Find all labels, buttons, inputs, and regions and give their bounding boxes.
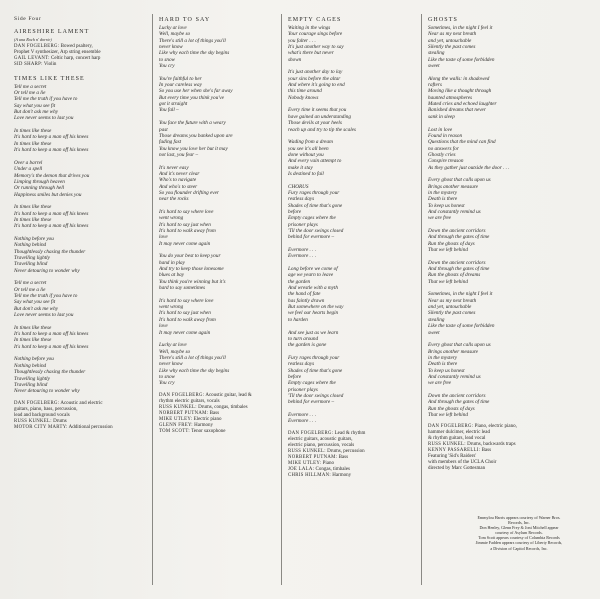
- text-line: To keep us honest: [428, 202, 465, 209]
- text-line: love: [159, 234, 168, 241]
- instrument-list: Acoustic and electric: [59, 400, 103, 406]
- text-line: Sometimes, in the night I feel it: [428, 25, 493, 31]
- instrument-list: Electric piano: [192, 416, 222, 422]
- text-line: past: [159, 126, 168, 133]
- text-line: It's hard to say just when: [159, 221, 211, 228]
- text-line: In your careless way: [159, 82, 202, 89]
- text-line: never know: [159, 361, 183, 368]
- text-line: Is destined to fail: [288, 170, 324, 177]
- credits-ghosts: [428, 424, 578, 472]
- text-line: But every time you think you've: [159, 94, 224, 101]
- text-line: To keep us honest: [428, 367, 465, 374]
- musician-name: DAN FOGELBERG:: [14, 400, 60, 406]
- text-line: Evermore . . .: [288, 253, 317, 260]
- instrument-list: Bass: [208, 410, 220, 416]
- text-line: near the rocks: [159, 196, 189, 203]
- text-line: It may never come again: [159, 329, 211, 336]
- instrument-list: Harmony: [192, 422, 214, 428]
- text-line: Along the walls: in shadowed: [428, 75, 490, 82]
- instrument-list: with members of the UCLA Choir: [428, 460, 497, 466]
- text-line: reach up and try to tip the scales: [288, 126, 356, 133]
- text-line: Like why each time the sky begins: [159, 367, 230, 374]
- musician-name: JOE LALA:: [288, 466, 315, 472]
- instrument-list: Prophet V synthesizer, Arp string ensemble: [14, 50, 101, 56]
- text-line: Emmylou Harris appears courtesy of Warner Bros.: [477, 515, 561, 520]
- text-line: That we left behind: [428, 411, 468, 418]
- credits-aireshire: [14, 44, 149, 68]
- song-subtitle: (A una Roch n' dorrie): [14, 37, 52, 43]
- text-line: rafters: [428, 82, 442, 89]
- musician-name: TOM SCOTT:: [159, 428, 191, 434]
- text-line: And where it's going to end: [288, 82, 345, 89]
- text-line: CHORUS: [288, 183, 309, 190]
- text-line: shown: [288, 56, 302, 63]
- text-line: Nobody knows: [288, 94, 319, 101]
- text-line: It's hard to keep a man off his knees: [14, 223, 89, 230]
- text-line: Brings another measure: [428, 183, 478, 190]
- text-line: As they gather just outside the door . . .: [428, 164, 510, 171]
- text-line: courtesy of Asylum Records.: [495, 530, 543, 536]
- text-line: Evermore . . .: [288, 411, 317, 418]
- text-line: It's hard to keep a man off his knees: [14, 210, 89, 217]
- text-line: Brings another measure: [428, 348, 478, 355]
- lyrics-ghosts: [428, 25, 578, 418]
- text-line: and yet, untouchable: [428, 304, 472, 311]
- text-line: in the mystery: [428, 189, 458, 196]
- text-line: You think you're winning but it's: [159, 278, 226, 285]
- text-line: Your courage sings before: [288, 31, 343, 38]
- text-line: Run the ghosts of days: [428, 405, 475, 412]
- text-line: Near as my next breath: [428, 31, 477, 38]
- musician-name: DAN FOGELBERG:: [159, 392, 205, 398]
- musician-name: DAN FOGELBERG:: [288, 430, 334, 436]
- musician-name: DAN FOGELBERG:: [14, 44, 60, 50]
- text-line: we feel our hearts begin: [288, 310, 339, 317]
- text-line: Shades of time that's gone: [288, 202, 343, 209]
- text-line: Well, maybe so: [159, 348, 191, 355]
- text-line: Jimmie Fadden appears courtesy of Liberty Records,: [475, 540, 563, 546]
- text-line: In times like these: [14, 324, 52, 331]
- text-line: before: [288, 373, 302, 380]
- text-line: Like why each time the sky begins: [159, 50, 230, 57]
- text-line: Down the ancient corridors: [428, 228, 486, 234]
- instrument-list: guitars, piano, bass, percussion,: [14, 406, 78, 412]
- song-title-hard-to-say: HARD TO SAY: [159, 17, 211, 23]
- text-line: age we yearn to leave: [288, 272, 334, 279]
- text-line: Like the taste of some forbidden: [428, 56, 495, 63]
- text-line: sank in sleep: [428, 113, 455, 120]
- text-line: haunted atmospheres: [428, 94, 473, 101]
- text-line: Nothing behind: [14, 242, 47, 249]
- text-line: You cry: [159, 380, 175, 387]
- text-line: Love never seems to last you: [14, 312, 74, 319]
- text-line: In times like these: [14, 204, 52, 211]
- text-line: You fall –: [159, 107, 179, 114]
- text-line: Shades of time that's gone: [288, 367, 343, 374]
- text-line: Over a barrel: [14, 159, 43, 166]
- text-line: In times like these: [14, 140, 52, 147]
- text-line: restless days: [288, 361, 315, 368]
- text-line: Tell me a secret: [14, 280, 47, 287]
- text-line: You know you love her but it may: [159, 145, 228, 152]
- instrument-list: Drums, congas, timbales: [196, 404, 248, 410]
- text-line: Records, Inc.: [508, 520, 530, 526]
- text-line: And through the gates of time: [428, 234, 490, 241]
- credits-hard-to-say: [159, 393, 297, 435]
- text-line: You cry: [159, 63, 175, 70]
- credits-empty-cages: [288, 431, 420, 479]
- text-line: before: [288, 208, 302, 215]
- instrument-list: Piano: [321, 460, 335, 466]
- text-line: Those dreams you banked upon are: [159, 132, 233, 139]
- instrument-list: Tenor saxophone: [190, 428, 226, 434]
- musician-name: MIKE UTLEY:: [159, 416, 193, 422]
- text-line: blues at bay: [159, 272, 185, 279]
- text-line: we are free: [428, 380, 451, 387]
- column-divider: [152, 14, 153, 585]
- musician-name: SID SHARP:: [14, 62, 43, 68]
- instrument-list: Piano, electric piano,: [473, 424, 517, 430]
- instrument-list: Lead & rhythm: [333, 430, 366, 436]
- musician-name: NORBERT PUTNAM:: [159, 410, 209, 416]
- text-line: In times like these: [14, 128, 52, 135]
- text-line: It's hard to keep a man off his knees: [14, 331, 89, 338]
- instrument-list: Celtic harp, concert harp: [49, 56, 101, 62]
- text-line: But don't ask me why: [14, 305, 59, 312]
- text-line: There's still a lot of things you'll: [159, 354, 226, 361]
- text-line: Evermore . . .: [288, 247, 317, 254]
- text-line: It's hard to say just when: [159, 310, 211, 317]
- text-line: stealing: [428, 50, 445, 57]
- column-1: [14, 16, 149, 431]
- text-line: And who's to steer: [159, 183, 198, 190]
- musician-name: RUSS KUNKEL:: [288, 448, 326, 454]
- side-label: Side Four: [14, 16, 42, 22]
- text-line: Never detouring to wonder why: [14, 267, 80, 274]
- text-line: It may never come again: [159, 240, 211, 247]
- text-line: And try to keep those lonesome: [159, 266, 224, 273]
- text-line: behind for evermore –: [288, 399, 335, 406]
- text-line: Like the taste of some forbidden: [428, 323, 495, 330]
- text-line: Found in reason: [428, 132, 463, 139]
- credit-line: [288, 473, 420, 479]
- text-line: You're faithful to her: [159, 75, 202, 82]
- musician-name: RUSS KUNKEL:: [14, 418, 52, 424]
- instrument-list: Harmony: [330, 472, 352, 478]
- text-line: Moving like a thought through: [428, 88, 492, 95]
- text-line: Questions that the mind can find: [428, 139, 496, 146]
- text-line: Happiness smiles but denies you: [14, 191, 82, 198]
- instrument-list: lead and background vocals: [14, 412, 70, 418]
- text-line: Every ghost that calls upon us: [428, 177, 491, 184]
- text-line: Every time it seems that you: [288, 107, 347, 114]
- instrument-list: Drums: [51, 418, 67, 424]
- text-line: restless days: [288, 196, 315, 203]
- text-line: You face the future with a weary: [159, 120, 226, 127]
- song-title-aireshire-lament: AIRESHIRE LAMENT: [14, 29, 90, 36]
- text-line: you see it's all been: [288, 145, 329, 152]
- text-line: And constantly remind us: [428, 373, 481, 380]
- text-line: hard to say sometimes: [159, 285, 206, 292]
- text-line: went wrong: [159, 304, 184, 311]
- text-line: Under a spell: [14, 166, 43, 173]
- text-line: Thoughtlessly chasing the thunder: [14, 369, 86, 376]
- column-4: [428, 16, 578, 472]
- text-line: Conspire treason: [428, 158, 464, 165]
- text-line: Nothing behind: [14, 362, 47, 369]
- text-line: So you use her when she's far away: [159, 88, 233, 95]
- text-line: Travelling lightly: [14, 375, 50, 382]
- text-line: So you flounder drifting ever: [159, 189, 219, 196]
- column-2: [159, 16, 297, 435]
- text-line: hand in play: [159, 259, 185, 266]
- text-line: the garden: [288, 278, 311, 285]
- text-line: Tom Scott appears courtesy of Columbia Records: [478, 535, 560, 541]
- text-line: Ghostly cries: [428, 151, 456, 158]
- text-line: never know: [159, 44, 183, 51]
- text-line: Say what you see fit: [14, 299, 56, 306]
- instrument-list: Bass: [337, 454, 349, 460]
- text-line: 'Til the door swings closed: [288, 228, 344, 234]
- text-line: Silently the past comes: [428, 310, 476, 317]
- text-line: went wrong: [159, 215, 184, 222]
- text-line: Evermore . . .: [288, 418, 317, 425]
- musician-name: MOTOR CITY MARTY:: [14, 424, 68, 430]
- text-line: It's hard to keep a man off his knees: [14, 147, 89, 154]
- column-divider: [421, 14, 422, 585]
- text-line: But don't ask me why: [14, 109, 59, 116]
- text-line: done without you: [288, 151, 324, 158]
- instrument-list: rhythm electric guitars, vocals: [159, 398, 220, 404]
- text-line: And through the gates of time: [428, 266, 490, 273]
- text-line: in the mystery: [428, 354, 458, 361]
- text-line: That we left behind: [428, 247, 468, 254]
- text-line: Well, maybe so: [159, 31, 191, 38]
- credits-times-like-these: [14, 401, 149, 431]
- text-line: prisoner plays: [288, 386, 318, 393]
- text-line: Those devils at your heels: [288, 120, 342, 127]
- text-line: no answers for: [428, 145, 459, 152]
- song-title-ghosts: GHOSTS: [428, 17, 458, 23]
- text-line: And constantly remind us: [428, 208, 481, 215]
- text-line: the garden is gone: [288, 342, 327, 349]
- instrument-list: directed by Marc Gottesman: [428, 466, 486, 472]
- musician-name: GLENN FREY:: [159, 422, 193, 428]
- instrument-list: Congas, timbales: [314, 466, 350, 472]
- musician-name: MIKE UTLEY:: [288, 460, 322, 466]
- text-line: your sins before the altar: [288, 75, 341, 82]
- text-line: got it straight: [159, 101, 188, 108]
- instrument-list: Drums, percussion: [325, 448, 365, 454]
- text-line: stealing: [428, 316, 445, 323]
- instrument-list: Additional percussion: [67, 424, 113, 430]
- musician-name: CHRIS HILLMAN:: [288, 472, 331, 478]
- text-line: In times like these: [14, 337, 52, 344]
- text-line: sweet: [428, 63, 440, 70]
- text-line: In times like these: [14, 216, 52, 223]
- text-line: Every ghost that calls upon us: [428, 342, 491, 349]
- text-line: It's hard to say where love: [159, 297, 214, 304]
- text-line: Nothing before you: [14, 356, 54, 363]
- text-line: It's hard to walk away from: [159, 316, 216, 323]
- text-line: Tell me the truth if you have to: [14, 293, 78, 300]
- text-line: Down the ancient corridors: [428, 392, 486, 399]
- instrument-list: Featuring 'Sid's Raiders': [428, 454, 477, 460]
- text-line: Nothing before you: [14, 235, 54, 242]
- text-line: Silently the past comes: [428, 44, 476, 51]
- musician-name: RUSS KUNKEL:: [428, 442, 466, 448]
- musician-name: GAIL LEVANT:: [14, 56, 50, 62]
- text-line: what's there but never: [288, 50, 334, 57]
- text-line: fading fast: [159, 139, 182, 146]
- credit-line: [14, 425, 149, 431]
- text-line: Near as my next breath: [428, 297, 477, 304]
- text-line: That we left behind: [428, 278, 468, 285]
- text-line: Long before we come of: [288, 266, 338, 273]
- text-line: Tell me the truth if you have to: [14, 96, 78, 103]
- text-line: It's just another day to lay: [288, 69, 343, 76]
- text-line: And it's never clear: [159, 170, 200, 177]
- instrument-list: hammer dulcimer, electric lead: [428, 430, 490, 436]
- text-line: Wading from a dream: [288, 139, 333, 146]
- text-line: Limping through heaven: [14, 178, 65, 185]
- text-line: And wrestle with a myth: [288, 285, 338, 292]
- text-line: prisoner plays: [288, 221, 318, 228]
- text-line: And see just as we learn: [288, 329, 339, 336]
- song-title-times-like-these: TIMES LIKE THESE: [14, 75, 85, 82]
- credit-line: [428, 466, 578, 472]
- musician-name: DAN FOGELBERG:: [428, 424, 474, 430]
- text-line: make it stay: [288, 164, 313, 171]
- lyrics-empty-cages: [288, 25, 420, 425]
- text-line: Thoughtlessly chasing the thunder: [14, 248, 86, 255]
- text-line: Don Henley, Glenn Frey & Joni Mitchell appear: [479, 525, 559, 531]
- text-line: a Division of Capitol Records, Inc.: [490, 545, 548, 551]
- text-line: you falter . . .: [288, 37, 316, 44]
- text-line: Travelling blind: [14, 261, 48, 268]
- text-line: and yet, untouchable: [428, 37, 472, 44]
- text-line: Or tell me a lie: [14, 286, 46, 293]
- text-line: It's hard to keep a man off his knees: [14, 134, 89, 141]
- text-line: Memory's the demon that drives you: [14, 172, 90, 179]
- text-line: to turn around: [288, 335, 319, 342]
- text-line: Travelling lightly: [14, 254, 50, 261]
- text-line: this time around: [288, 88, 322, 95]
- column-3: [288, 16, 420, 479]
- text-line: There's still a lot of things you'll: [159, 37, 226, 44]
- text-line: Never detouring to wonder why: [14, 388, 80, 395]
- text-line: have gained an understanding: [288, 113, 351, 120]
- text-line: It's hard to say where love: [159, 208, 214, 215]
- text-line: Tell me a secret: [14, 83, 47, 90]
- text-line: It's never easy: [159, 164, 189, 171]
- text-line: the hand of fate: [288, 291, 321, 298]
- text-line: behind for evermore –: [288, 234, 335, 241]
- musician-name: KENNY PASSARELLI:: [428, 448, 481, 454]
- text-line: we are free: [428, 215, 451, 222]
- text-line: Or running through hell: [14, 185, 65, 192]
- text-line: Who's to navigate: [159, 177, 197, 184]
- text-line: It's just another way to say: [288, 44, 344, 51]
- instrument-list: Violin: [42, 62, 57, 68]
- song-title-empty-cages: EMPTY CAGES: [288, 17, 342, 23]
- text-line: love: [159, 323, 168, 330]
- text-line: Run the ghosts of days: [428, 240, 475, 247]
- text-line: And every vain attempt to: [288, 158, 342, 165]
- instrument-list: Drums, backwards traps: [465, 442, 516, 448]
- text-line: Love never seems to last you: [14, 115, 74, 122]
- text-line: Muted cries and echoed laughter: [428, 101, 497, 108]
- lyrics-hard-to-say: [159, 25, 297, 387]
- text-line: sweet: [428, 329, 440, 336]
- text-line: to snow: [159, 56, 175, 63]
- text-line: 'Til the door swings closed: [288, 392, 344, 399]
- instrument-list: Acoustic guitar, lead &: [204, 392, 252, 398]
- text-line: Waiting in the wings: [288, 25, 331, 31]
- text-line: has faintly drawn: [288, 297, 325, 304]
- text-line: Death is there: [428, 196, 458, 203]
- text-line: Run the ghosts of dreams: [428, 272, 481, 279]
- text-line: to snow: [159, 373, 175, 380]
- text-line: It's hard to walk away from: [159, 228, 216, 234]
- text-line: Empty cages where the: [288, 215, 336, 222]
- instrument-list: electric guitars, acoustic guitars,: [288, 436, 353, 442]
- instrument-list: Bass: [480, 448, 492, 454]
- text-line: Travelling blind: [14, 381, 48, 388]
- text-line: Down the ancient corridors: [428, 259, 486, 266]
- instrument-list: & rhythm guitars, lead vocal: [428, 436, 486, 442]
- text-line: Fury rages through your: [288, 189, 340, 196]
- credit-line: [159, 429, 297, 435]
- text-line: Sometimes, in the night I feel it: [428, 291, 493, 298]
- instrument-list: electric piano, percussion, vocals: [288, 442, 355, 448]
- musician-name: NORBERT PUTNAM:: [288, 454, 338, 460]
- instrument-list: Bowed psaltery,: [59, 44, 93, 50]
- text-line: Banished dreams that never: [428, 107, 486, 114]
- text-line: to harden: [288, 316, 308, 323]
- courtesy-notes: [456, 515, 582, 551]
- text-line: Death is there: [428, 361, 458, 368]
- musician-name: RUSS KUNKEL:: [159, 404, 197, 410]
- text-line: And through the gates of time: [428, 399, 490, 406]
- text-line: Fury rages through your: [288, 354, 340, 361]
- text-line: not last, you fear –: [159, 151, 199, 158]
- lyrics-times-like-these: [14, 84, 149, 395]
- text-line: You do your best to keep your: [159, 253, 221, 260]
- text-line: Lucky at love: [159, 25, 187, 31]
- text-line: But somewhere on the way: [288, 304, 344, 311]
- text-line: Lucky at love: [159, 342, 187, 349]
- text-line: Empty cages where the: [288, 380, 336, 387]
- text-line: Or tell me a lie: [14, 90, 46, 97]
- text-line: It's hard to keep a man off his knees: [14, 343, 89, 350]
- text-line: Lost in love: [428, 126, 453, 133]
- text-line: Say what you see fit: [14, 102, 56, 109]
